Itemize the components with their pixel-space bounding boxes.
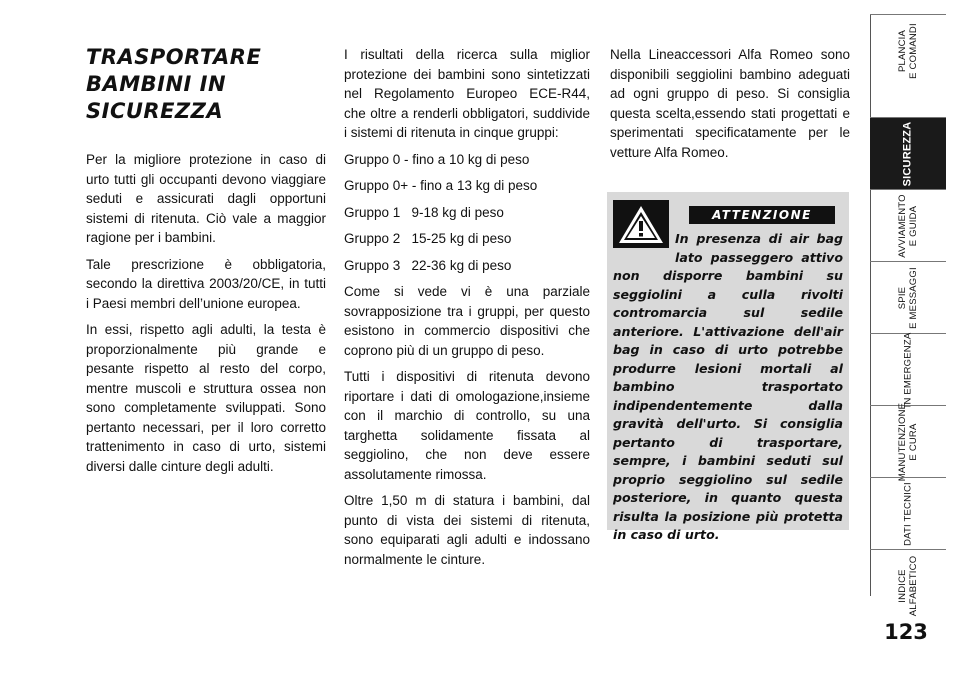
tab-plancia-e-comandi[interactable] (870, 14, 946, 86)
warning-text-block (613, 230, 843, 545)
tab-label: PLANCIA E COMANDI (897, 22, 919, 79)
column-1 (86, 150, 326, 483)
tab-label: IN EMERGENZA (902, 332, 914, 407)
group-line: Gruppo 0 - fino a 10 kg di peso (344, 151, 530, 167)
paragraph-intro: I risultati della ricerca sulla miglior protezione dei bambini sono sintetizzati nel Regolamento Europeo ECE-R44, che oltre a renderli obbligatori, suddivide i sistemi di ritenuta in cinque gruppi: (344, 47, 590, 140)
paragraph: Tutti i dispositivi di ritenuta devono riportare i dati di omologazione,insieme con il marchio di controllo, su una targhetta solidamente fissata al seggiolino, che non deve essere assolutamente rimossa. (344, 369, 590, 482)
page-title: TRASPORTARE BAMBINI IN SICUREZZA (86, 45, 262, 123)
column-3 (610, 45, 850, 169)
tab-label: MANUTENZIONE E CURA (897, 402, 919, 481)
paragraph: In essi, rispetto agli adulti, la testa è proporzionalmente più grande e pesante rispetto al resto del corpo, mentre muscoli e struttura ossea non sono completamente sviluppati. Sono pertanto necessari, per il loro corretto trattenimento in caso di urto, sistemi diversi dalle cinture degli adulti. (86, 322, 326, 474)
icon-spacer (613, 230, 675, 266)
warning-box (607, 192, 849, 542)
group-line: Gruppo 1 9-18 kg di peso (344, 204, 504, 220)
group-line: Gruppo 3 22-36 kg di peso (344, 257, 512, 273)
warning-text: In presenza di air bag lato passeggero attivo non disporre bambini su seggiolini a culla rivolti contromarcia sul sedile anteriore. L'attivazione dell'air bag in caso di urto potrebbe produrre lesioni mortali al bambino trasportato indipendentemente dalla gravità dell'urto. Si consiglia pertanto di trasportare, sempre, i bambini seduti sul proprio seggiolino sul sedile posteriore, in quanto questa risulta la posizione più protetta in caso di urto. (613, 231, 843, 542)
tab-label: SICUREZZA (901, 121, 914, 186)
chapter-tabs (870, 14, 946, 686)
tab-label: INDICE ALFABETICO (897, 555, 919, 616)
tab-indice-alfabetico[interactable] (870, 549, 946, 621)
tab-manutenzione-e-cura[interactable] (870, 402, 946, 481)
tab-label: SPIE E MESSAGGI (897, 266, 919, 329)
page-number: 123 (884, 620, 928, 644)
column-2 (344, 45, 590, 576)
tab-sicurezza[interactable] (870, 117, 946, 189)
tab-avviamento-e-guida[interactable] (870, 189, 946, 261)
tab-label: DATI TECNICI (902, 481, 914, 546)
tab-in-emergenza[interactable] (870, 333, 946, 405)
tab-spie-e-messaggi[interactable] (870, 261, 946, 333)
group-line: Gruppo 0+ - fino a 13 kg di peso (344, 178, 538, 193)
paragraph: Tale prescrizione è obbligatoria, secondo la direttiva 2003/20/CE, in tutti i Paesi membri dell’unione europea. (86, 256, 326, 311)
group-line: Gruppo 2 15-25 kg di peso (344, 231, 512, 246)
paragraph: Nella Lineaccessori Alfa Romeo sono disponibili seggiolini bambino adeguati ad ogni gruppo di peso. Si consiglia questa scelta,essendo stati progettati e sperimentati specificatamente per le vetture Alfa Romeo. (610, 47, 850, 160)
warning-label: ATTENZIONE (689, 206, 835, 224)
paragraph: Come si vede vi è una parziale sovrapposizione tra i gruppi, per questo esistono in commercio dispositivi che coprono più di un gruppo di peso. (344, 284, 590, 358)
paragraph: Per la migliore protezione in caso di urto tutti gli occupanti devono viaggiare seduti e assicurati dagli opportuni sistemi di ritenuta. Ciò vale a maggior ragione per i bambini. (86, 152, 326, 245)
paragraph: Oltre 1,50 m di statura i bambini, dal punto di vista dei sistemi di ritenuta, sono equiparati agli adulti e indossano normalmente le cinture. (344, 493, 590, 567)
tab-label: AVVIAMENTO E GUIDA (897, 193, 919, 258)
tab-dati-tecnici[interactable] (870, 477, 946, 549)
